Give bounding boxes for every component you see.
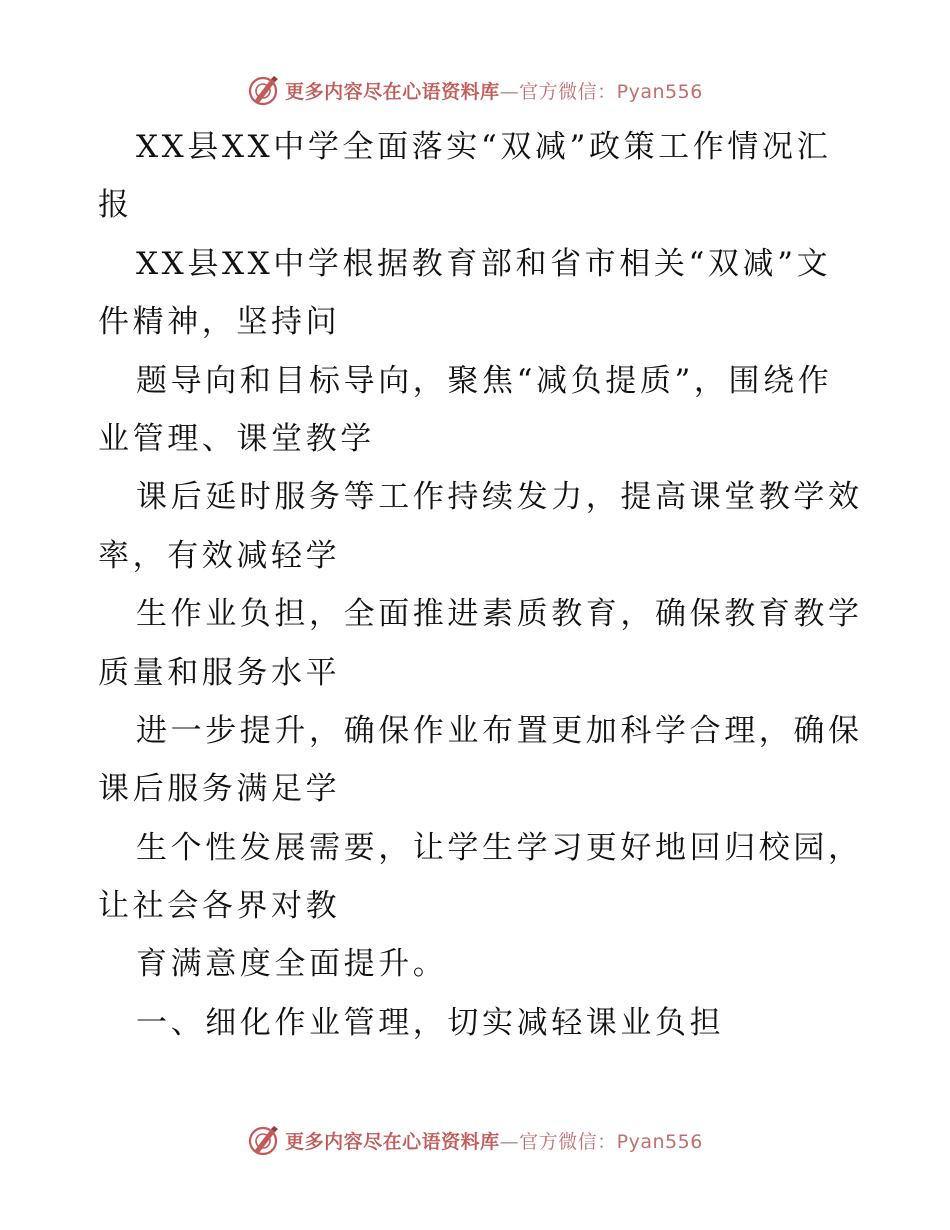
document-title-line-1: XX县XX中学全面落实“双减”政策工作情况汇 [136, 129, 832, 165]
paragraph-line: XX县XX中学根据教育部和省市相关“双减”文 [136, 245, 832, 282]
banner-account: 官方微信：Pyan556 [519, 80, 703, 103]
pen-logo-icon [247, 73, 281, 107]
footer-watermark-banner [0, 1120, 950, 1160]
banner-site-name: 更多内容尽在心语资料库 [285, 80, 500, 103]
paragraph-line: 题导向和目标导向，聚焦“减负提质”，围绕作 [136, 362, 833, 399]
document-body [98, 118, 863, 1052]
paragraph-line: 业管理、课堂教学 [98, 420, 375, 457]
paragraph-line: 率，有效减轻学 [98, 537, 341, 574]
paragraph-line: 质量和服务水平 [98, 654, 341, 691]
pen-logo-icon [247, 1123, 281, 1157]
document-title-line-2: 报 [98, 187, 133, 224]
banner-site-name: 更多内容尽在心语资料库 [285, 1130, 500, 1153]
paragraph-line: 课后服务满足学 [98, 771, 341, 808]
banner-dash: — [499, 80, 520, 103]
section-heading: 一、细化作业管理，切实减轻课业负担 [136, 1004, 725, 1041]
banner-account: 官方微信：Pyan556 [519, 1130, 703, 1153]
paragraph-line: 课后延时服务等工作持续发力，提高课堂教学效 [136, 479, 863, 516]
paragraph-line: 进一步提升，确保作业布置更加科学合理，确保 [136, 712, 863, 749]
banner-text [285, 77, 703, 104]
header-watermark-banner [0, 70, 950, 110]
banner-dash: — [499, 1130, 520, 1153]
paragraph-line: 件精神，坚持问 [98, 304, 341, 341]
paragraph-line: 生作业负担，全面推进素质教育，确保教育教学 [136, 596, 863, 633]
banner-text [285, 1127, 703, 1154]
paragraph-line: 让社会各界对教 [98, 888, 341, 925]
paragraph-line: 育满意度全面提升。 [136, 946, 448, 983]
paragraph-line: 生个性发展需要，让学生学习更好地回归校园， [136, 829, 863, 866]
